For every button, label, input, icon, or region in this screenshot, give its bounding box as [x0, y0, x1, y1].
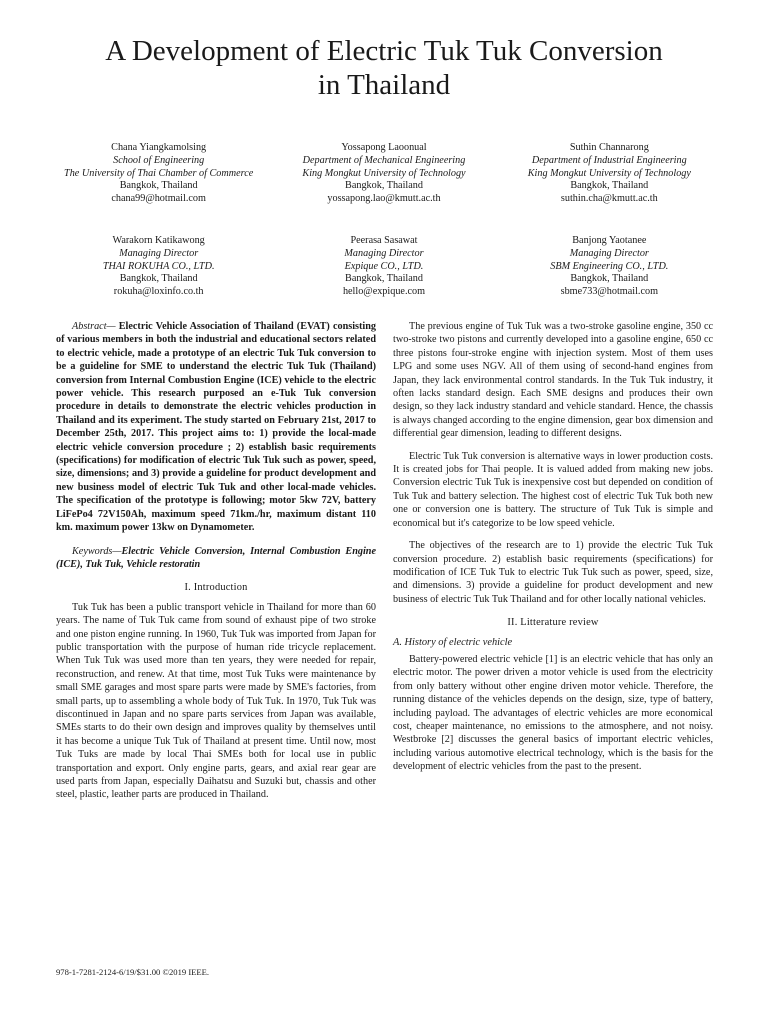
author-city: Bangkok, Thailand: [119, 180, 198, 192]
author-affiliation: Managing Director: [119, 247, 199, 259]
keywords-lead: Keywords—: [72, 545, 122, 557]
paragraph-objectives: The objectives of the research are to 1) provide the electric Tuk Tuk conversion procedure. 2) establish basic requirements (specifications) for modification of ICE Tuk Tuk to electric Tuk Tuk such as power, speed, size, and dimensions. 3) provide a guideline for product development and new business of electric Tuk Tuk Thailand and for other locally national vehicles.: [393, 540, 713, 605]
copyright-footer: 978-1-7281-2124-6/19/$31.00 ©2019 IEEE.: [56, 967, 210, 977]
author-city: Bangkok, Thailand: [345, 273, 423, 285]
author-city: Bangkok, Thailand: [345, 180, 423, 192]
keywords: [56, 545, 376, 572]
author-affiliation: Department of Mechanical Engineering: [302, 154, 466, 166]
author-institution: THAI ROKUHA CO., LTD.: [102, 260, 215, 272]
paragraph-history: Battery-powered electric vehicle [1] is an electric vehicle that has only an electric motor. The power driven a motor vehicle is used from the electricity from only battery without other engine driven motor vehicle. Therefore, the running distance of the vehicles depends on the design, size, type of battery, including payload. The advantages of electric vehicles are more economical cost, cheaper maintenance, no emissions to the atmosphere, and not noisy. Westbroke [2] discusses the general basics of important electric vehicles, including various automotive electrical technology, which is the basis for the development of electric vehicles from the past to the present.: [393, 653, 713, 773]
title-line-1: A Development of Electric Tuk Tuk Conversion: [105, 35, 663, 67]
author-block: [497, 235, 722, 299]
author-institution: King Mongkut University of Technology: [527, 167, 691, 179]
author-institution: The University of Thai Chamber of Commerce: [64, 167, 254, 179]
author-email: hello@expique.com: [342, 286, 426, 298]
author-name: Suthin Channarong: [569, 142, 649, 153]
author-email: yossapong.lao@kmutt.ac.th: [327, 193, 441, 205]
section-heading-literature: II. Litterature review: [507, 617, 599, 629]
author-name: Chana Yiangkamolsing: [111, 142, 207, 153]
title-line-2: in Thailand: [317, 69, 451, 101]
intro-paragraph: Tuk Tuk has been a public transport vehicle in Thailand for more than 60 years. The name of Tuk Tuk came from sound of exhaust pipe of two stroke and one piston engine running. In 1960, Tuk Tuk was imported from Japan for public transportation with the purpose of human ride tricycle replacement. When Tuk Tuk was used more than ten years, they were needed for repair, reconstruction, and renew. At that time, most Tuk Tuks were maintenance by small SME garages and most spare parts were made by SME's factories, from small parts, up to assembling a whole body of Tuk Tuk. In 1970, Tuk Tuk was discontinued in Japan and no spare parts services from Japan was available, SMEs starts to do their own design and improves quality by themselves until it has become a unique Tuk Tuk of Thailand at present time. Until now, most Tuk Tuks are made by local Thai SMEs both for local use in public transportation and export. Only engine parts, gears, and axial rear gear are used parts from Japan, especially Daihatsu and Suzuki but, chassis and other steel, plastic, leather parts are produced in Thailand.: [56, 601, 376, 801]
author-affiliation: Department of Industrial Engineering: [531, 154, 687, 166]
author-name: Banjong Yaotanee: [572, 235, 647, 246]
right-column: [393, 320, 713, 774]
author-row-1: [46, 142, 722, 206]
author-affiliation: School of Engineering: [113, 154, 205, 166]
author-city: Bangkok, Thailand: [570, 273, 649, 285]
section-heading-introduction: I. Introduction: [184, 582, 248, 594]
author-email: sbme733@hotmail.com: [560, 286, 659, 298]
author-block: [271, 142, 496, 206]
subsection-heading-history: A. History of electric vehicle: [393, 636, 513, 648]
paragraph-previous-engine: The previous engine of Tuk Tuk was a two-stroke gasoline engine, 350 cc two-stroke two pistons and currently developed into a gasoline engine, 650 cc three pistons four-stroke engine with injection system. Most of them uses LPG and some uses NGV. All of them using of second-hand engines from Japan, they lack environmental control standards. In the Tuk Tuk industry, it often lacks standard design. Each SME designs and produces their own design, so they lack industry standard and vehicle standard. Hence, the chassis is always changed according to the engine dimension, gear box dimension and differential gear dimension, leading to different designs.: [393, 321, 713, 440]
author-email: chana99@hotmail.com: [111, 193, 206, 205]
abstract: [56, 320, 376, 535]
author-block: [46, 235, 271, 299]
abstract-text: Electric Vehicle Association of Thailand (EVAT) consisting of various members in both the industrial and educational sectors related to electric vehicle, made a prototype of an electric Tuk Tuk conversion to be a guideline for SME to understand the electric Tuk Tuk (Thailand) conversion from Internal Combustion Engine (ICE) vehicle to the electric power vehicle. This research purposed an e-Tuk Tuk conversion procedure in details to demonstrate the electric vehicles production in Thailand and its experiment. The study started on February 21st, 2017 to December 25th, 2017. This project aims to: 1) provide the local-made electric vehicle conversion procedure ; 2) establish basic requirements (specifications) for modification of electric Tuk Tuk such as power, speed, size, dimensions; and 3) provide a guideline for product development and new business model of electric Tuk Tuk and other local-made vehicles. The specification of the prototype is following; motor 5kw 72V, battery LiFePo4 72V150Ah, maximum speed 71km./hr, maximum distant 110 km. maximum power 13kw on Dynamometer.: [56, 321, 376, 534]
author-institution: SBM Engineering CO., LTD.: [550, 260, 669, 272]
author-city: Bangkok, Thailand: [119, 273, 198, 285]
abstract-lead: Abstract—: [72, 321, 116, 332]
paper-title: [40, 34, 728, 102]
author-block: [46, 142, 271, 206]
paragraph-conversion-cost: Electric Tuk Tuk conversion is alternative ways in lower production costs. It is created jobs for Thai people. It is valued added from making new jobs. Conversion electric Tuk Tuk is inexpensive cost but depended on condition of Tuk Tuk and battery selection. The highest cost of electric Tuk Tuk both new one or conversion one is battery. The structure of Tuk Tuk is simple and economical but it's categorize to be low speed vehicle.: [393, 450, 713, 529]
keywords-text: Electric Vehicle Conversion, Internal Combustion Engine (ICE), Tuk Tuk, Vehicle restoratin: [56, 545, 376, 570]
author-block: [271, 235, 496, 299]
author-name: Warakorn Katikawong: [112, 235, 205, 246]
author-email: rokuha@loxinfo.co.th: [113, 286, 204, 298]
author-name: Peerasa Sasawat: [350, 235, 418, 246]
author-row-2: [46, 235, 722, 299]
author-institution: Expique CO., LTD.: [344, 260, 424, 272]
author-name: Yossapong Laoonual: [341, 142, 427, 153]
author-city: Bangkok, Thailand: [570, 180, 649, 192]
left-column: [56, 320, 376, 802]
author-affiliation: Managing Director: [344, 247, 424, 259]
author-institution: King Mongkut University of Technology: [302, 167, 466, 179]
author-block: [497, 142, 722, 206]
author-affiliation: Managing Director: [569, 247, 649, 259]
author-email: suthin.cha@kmutt.ac.th: [560, 193, 658, 205]
